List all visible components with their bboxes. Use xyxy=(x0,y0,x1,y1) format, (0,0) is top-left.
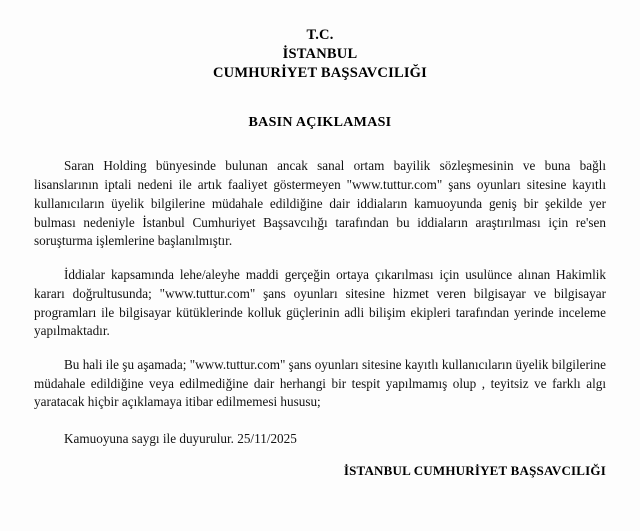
paragraph-1: Saran Holding bünyesinde bulunan ancak sanal ortam bayilik sözleşmesinin ve buna bağlı lisanslarının iptali nedeni ile artık faaliyet göstermeyen "www.tuttur.com" şans oyunları sitesine kayıtlı kullanıcıların üyelik bilgilerine müdahale edildiğine dair iddiaların kamuoyunda geniş bir şekilde yer bulması nedeniyle İstanbul Cumhuriyet Başsavcılığı tarafından bu iddiaların araştırılması için re'sen soruşturma işlemlerine başlanılmıştır. xyxy=(34,158,606,249)
page-title: BASIN AÇIKLAMASI xyxy=(248,115,392,131)
letterhead-line-office: CUMHURİYET BAŞSAVCILIĞI xyxy=(213,65,427,82)
paragraph-2: İddialar kapsamında lehe/aleyhe maddi gerçeğin ortaya çıkarılması için usulünce alınan Hakimlik kararı doğrultusunda; "www.tuttur.com" şans oyunları sitesine hizmet veren bilgisayar ve bilgisayar programları ile bilgisayar kütüklerinde kolluk güçlerinin adli bilişim ekipleri tarafından yerinde inceleme yapılmaktadır. xyxy=(34,267,606,339)
closing-line: Kamuoyuna saygı ile duyurulur. 25/11/2025 xyxy=(64,431,297,447)
signature-block: İSTANBUL CUMHURİYET BAŞSAVCILIĞI xyxy=(343,463,606,478)
document-body xyxy=(34,157,606,449)
letterhead xyxy=(34,26,606,83)
letterhead-line-country: T.C. xyxy=(306,27,334,43)
letterhead-line-city: İSTANBUL xyxy=(282,46,358,63)
paragraph-3: Bu hali ile şu aşamada; "www.tuttur.com" şans oyunları sitesine kayıtlı kullanıcıların üyelik bilgilerine müdahale edildiğine veya edilmediğine dair herhangi bir tespit yapılmamış olup , teyitsiz ve farklı algı yaratacak hiçbir açıklamaya itibar edilmemesi hususu; xyxy=(34,356,606,410)
